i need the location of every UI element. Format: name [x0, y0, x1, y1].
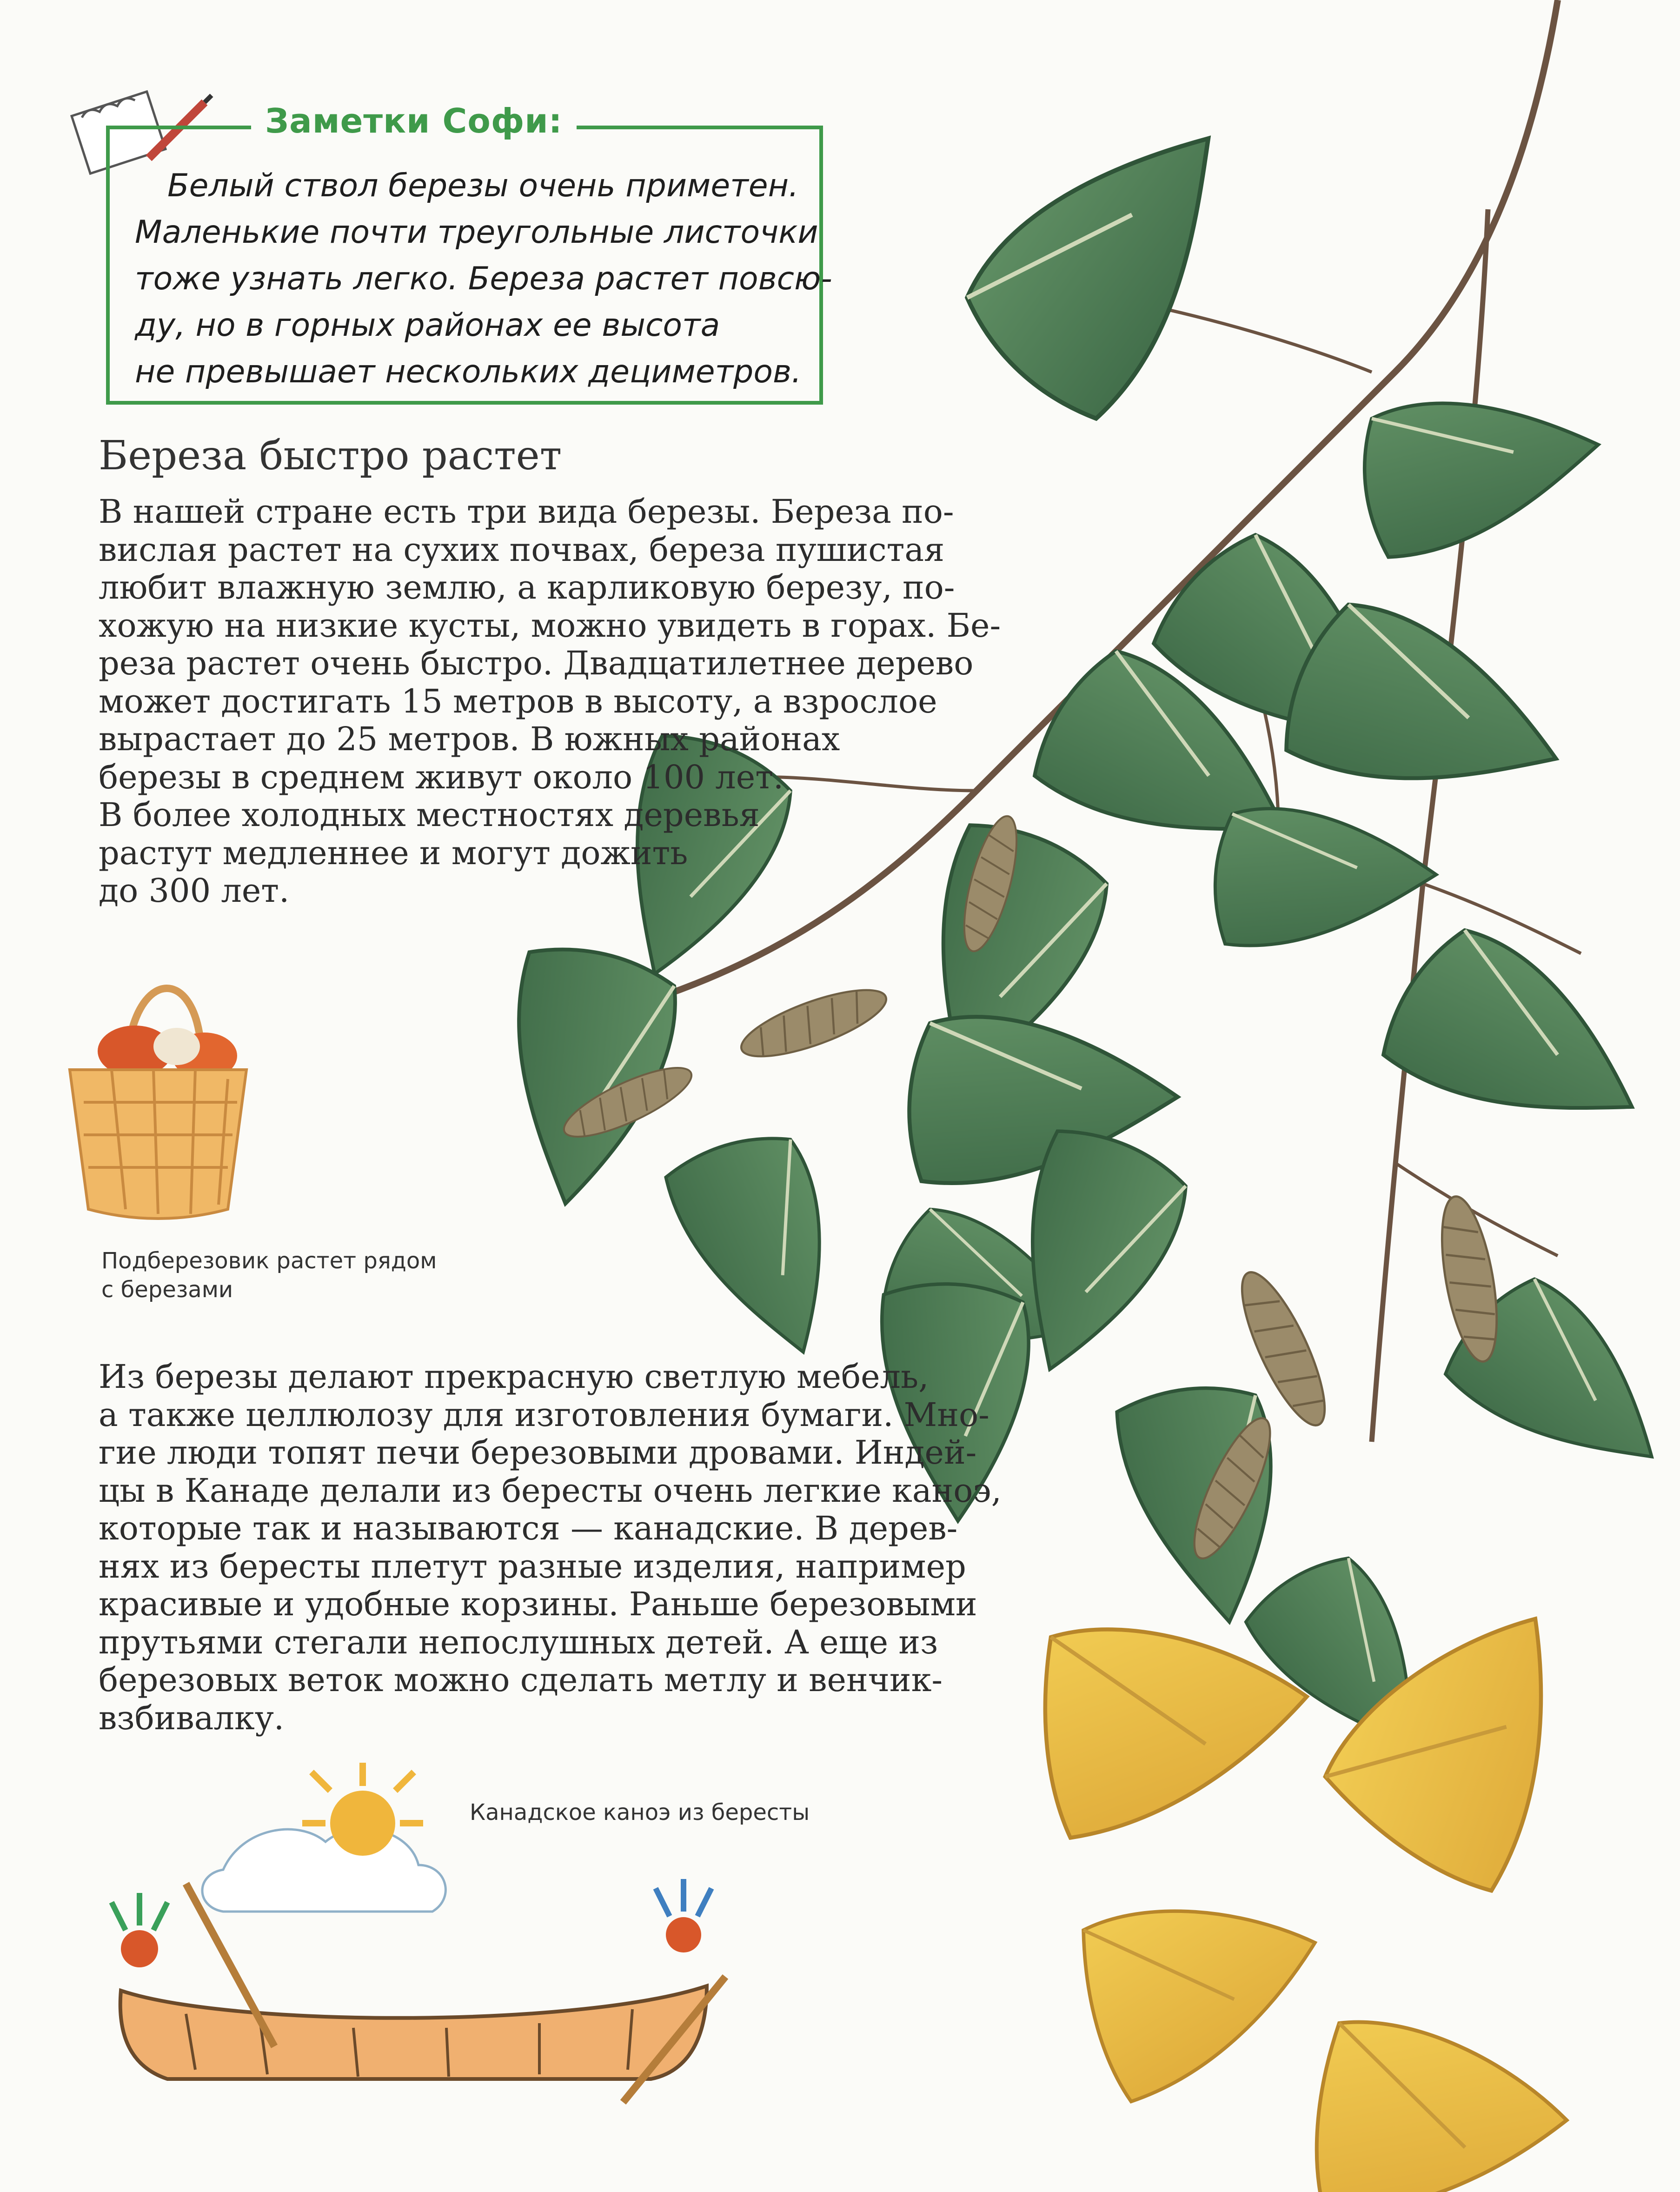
text-line: нях из бересты плетут разные изделия, например — [99, 1547, 966, 1586]
text-line: В более холодных местностях деревья — [99, 796, 760, 834]
text-line: цы в Канаде делали из бересты очень легкие каноэ, — [99, 1471, 1002, 1510]
notes-line: тоже узнать легко. Береза растет повсю- — [135, 260, 832, 297]
notes-line: не превышает нескольких дециметров. — [135, 353, 802, 390]
caption-line: с березами — [101, 1277, 233, 1303]
text-line: красивые и удобные корзины. Раньше березовыми — [99, 1585, 977, 1623]
basket-caption — [101, 1246, 437, 1304]
canoe-caption: Канадское каноэ из бересты — [470, 1799, 810, 1826]
caption-line: Подберезовик растет рядом — [101, 1248, 437, 1274]
text-line: вырастает до 25 метров. В южных районах — [99, 720, 840, 758]
section-heading: Береза быстро растет — [99, 433, 562, 479]
text-line: до 300 лет. — [99, 872, 290, 910]
text-line: любит влажную землю, а карликовую березу, по- — [99, 568, 955, 606]
text-line: В нашей стране есть три вида березы. Береза по- — [99, 493, 954, 531]
text-line: вислая растет на сухих почвах, береза пушистая — [99, 530, 945, 569]
text-line: гие люди топят печи березовыми дровами. Индей- — [99, 1433, 977, 1472]
text-line: которые так и называются — канадские. В дерев- — [99, 1509, 958, 1547]
paragraph-uses — [99, 1358, 1002, 1737]
notes-title: Заметки Софи: — [251, 101, 577, 140]
paragraph-growth — [99, 493, 1001, 910]
notes-text — [135, 163, 832, 395]
text-line: взбивалку. — [99, 1699, 285, 1737]
text-line: а также целлюлозу для изготовления бумаги. Мно- — [99, 1395, 989, 1434]
text-line: растут медленнее и могут дожить — [99, 833, 688, 872]
notes-line: Маленькие почти треугольные листочки — [135, 214, 818, 251]
text-line: может достигать 15 метров в высоту, а взрослое — [99, 682, 937, 720]
text-line: Из березы делают прекрасную светлую мебель, — [99, 1358, 929, 1396]
notes-line: ду, но в горных районах ее высота — [135, 307, 720, 344]
notes-line: Белый ствол березы очень приметен. — [167, 167, 799, 204]
text-line: березовых веток можно сделать метлу и венчик- — [99, 1661, 943, 1699]
text-line: березы в среднем живут около 100 лет. — [99, 758, 784, 796]
text-line: реза растет очень быстро. Двадцатилетнее дерево — [99, 644, 974, 682]
mushroom-basket-illustration — [70, 988, 246, 1219]
text-line: прутьями стегали непослушных детей. А еще из — [99, 1623, 938, 1661]
text-line: хожую на низкие кусты, можно увидеть в горах. Бе- — [99, 606, 1001, 645]
